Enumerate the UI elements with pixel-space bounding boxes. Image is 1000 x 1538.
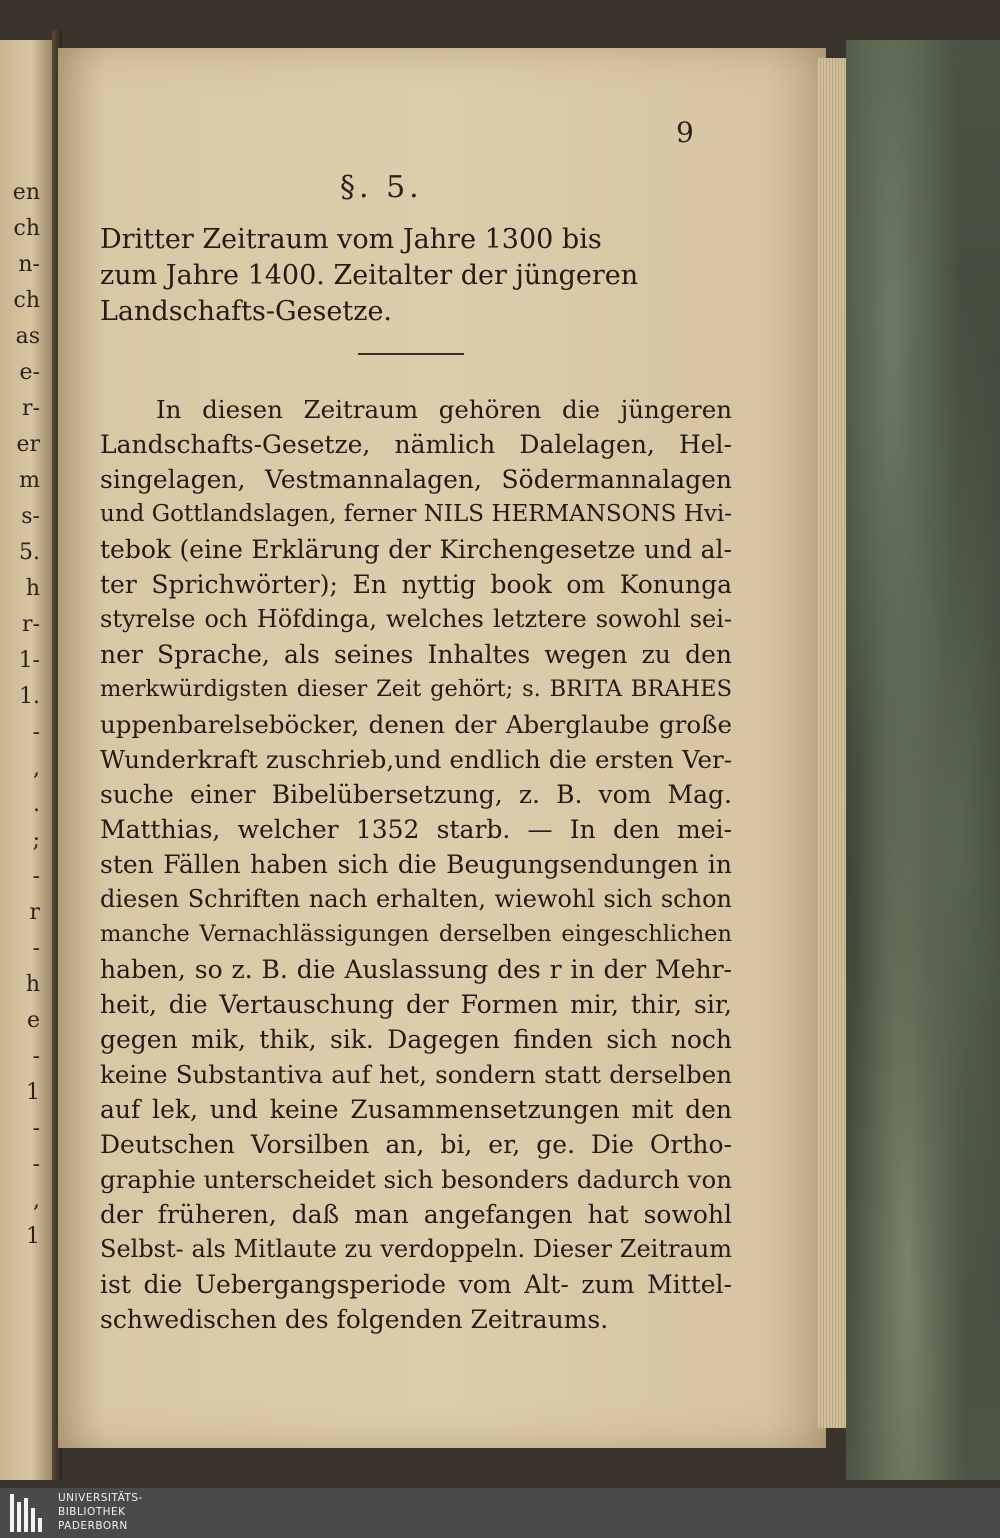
left-page-text-fragment: . (33, 792, 40, 817)
body-line: Wunderkraft zuschrieb,und endlich die ersten Ver- (100, 745, 732, 774)
left-page-text-fragment: er (16, 432, 40, 457)
body-line: gegen mik, thik, sik. Dagegen finden sich noch (100, 1025, 732, 1054)
body-line: ner Sprache, als seines Inhaltes wegen zu den (100, 640, 732, 669)
library-name-line: PADERBORN (58, 1520, 128, 1532)
left-page-text-fragment: 5. (19, 540, 40, 565)
library-name (58, 1491, 143, 1533)
body-line: schwedischen des folgenden Zeitraums. (100, 1305, 609, 1334)
left-page-text-fragment: e- (19, 360, 40, 385)
left-page-text-fragment: - (32, 1152, 40, 1177)
left-page-text-fragment: r- (22, 396, 40, 421)
body-line: manche Vernachlässigungen derselben eingeschlichen (100, 921, 732, 947)
body-line: tebok (eine Erklärung der Kirchengesetze und al- (100, 535, 732, 564)
body-line: haben, so z. B. die Auslassung des r in der Mehr- (100, 955, 732, 984)
body-line: uppenbarelseböcker, denen der Aberglaube große (100, 710, 732, 739)
left-page-text-fragment: ; (32, 828, 40, 853)
left-page-text-fragment: - (32, 720, 40, 745)
left-page-text-fragment: e (26, 1008, 40, 1033)
left-page-text-fragment: , (33, 1188, 40, 1213)
left-page-text-fragment: h (25, 972, 40, 997)
marbled-cover (846, 40, 1000, 1480)
heading-line: zum Jahre 1400. Zeitalter der jüngeren (100, 260, 639, 291)
left-page-text-fragment: en (12, 180, 40, 205)
left-page-text-fragment: ch (13, 288, 40, 313)
left-page-text-fragment: s- (21, 504, 40, 529)
section-divider (358, 353, 464, 355)
body-paragraph (100, 392, 732, 1337)
section-heading (100, 222, 760, 330)
left-page-text-fragment: as (15, 324, 40, 349)
left-page-text-fragment: - (32, 1044, 40, 1069)
body-line: der früheren, daß man angefangen hat sowohl (100, 1200, 732, 1229)
left-page-text-fragment: 1 (26, 1080, 40, 1105)
page-number: 9 (676, 116, 694, 149)
body-line: graphie unterscheidet sich besonders dadurch von (100, 1165, 732, 1194)
body-line: ist die Uebergangsperiode vom Alt- zum Mittel- (100, 1270, 732, 1299)
heading-line: Landschafts-Gesetze. (100, 296, 393, 327)
body-line: Deutschen Vorsilben an, bi, er, ge. Die Ortho- (100, 1130, 732, 1159)
left-page-edge (0, 40, 52, 1480)
section-number: §. 5. (340, 170, 423, 205)
left-page-text-fragment: 1 (26, 1224, 40, 1249)
body-line: diesen Schriften nach erhalten, wiewohl sich schon (100, 885, 732, 913)
left-page-text-fragment: 1- (18, 648, 40, 673)
body-line: Landschafts-Gesetze, nämlich Dalelagen, Hel- (100, 430, 732, 459)
body-line: heit, die Vertauschung der Formen mir, thir, sir, (100, 990, 732, 1019)
left-page-text-fragment: r (29, 900, 40, 925)
left-page-text-fragment: - (32, 864, 40, 889)
body-line: keine Substantiva auf het, sondern statt derselben (100, 1060, 732, 1089)
body-line: merkwürdigsten dieser Zeit gehört; s. BRITA BRAHES (100, 676, 732, 702)
body-line: Selbst- als Mitlaute zu verdoppeln. Dieser Zeitraum (100, 1235, 732, 1263)
body-line: suche einer Bibelübersetzung, z. B. vom Mag. (100, 780, 732, 809)
left-page-text-fragment: h (25, 576, 40, 601)
left-page-text-fragment: 1. (19, 684, 40, 709)
left-page-text-fragment: - (32, 936, 40, 961)
library-name-line: BIBLIOTHEK (58, 1506, 126, 1518)
library-logo-icon (10, 1494, 50, 1532)
heading-line: Dritter Zeitraum vom Jahre 1300 bis (100, 224, 602, 255)
library-name-line: UNIVERSITÄTS- (58, 1492, 143, 1504)
body-line: auf lek, und keine Zusammensetzungen mit den (100, 1095, 732, 1124)
left-page-text-fragment: - (32, 1116, 40, 1141)
left-page-text-fragment: , (33, 756, 40, 781)
body-line: ter Sprichwörter); En nyttig book om Konunga (100, 570, 732, 599)
body-line: styrelse och Höfdinga, welches letztere sowohl sei- (100, 605, 732, 633)
body-line: singelagen, Vestmannalagen, Södermannalagen (100, 465, 732, 494)
body-line: und Gottlandslagen, ferner NILS HERMANSONS Hvi- (100, 501, 732, 527)
body-line: Matthias, welcher 1352 starb. — In den mei- (100, 815, 732, 844)
left-page-text-fragment: n- (18, 252, 40, 277)
left-page-text-fragment: m (19, 468, 40, 493)
body-line: In diesen Zeitraum gehören die jüngeren (156, 395, 732, 424)
body-line: sten Fällen haben sich die Beugungsendungen in (100, 850, 732, 879)
library-footer (0, 1488, 1000, 1538)
left-page-text-fragment: r- (22, 612, 40, 637)
left-page-text-fragment: ch (13, 216, 40, 241)
